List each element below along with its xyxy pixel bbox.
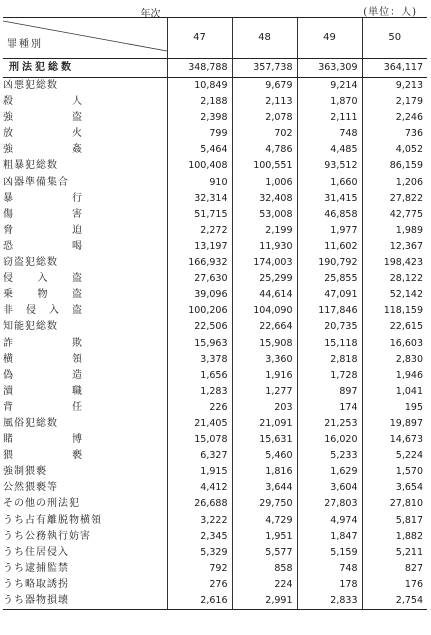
row-label-chars: 瀆 職 bbox=[3, 385, 83, 397]
value-cell: 4,786 bbox=[232, 142, 297, 158]
value-cell: 1,283 bbox=[167, 384, 232, 400]
unit-label: (単位：人) bbox=[363, 7, 417, 18]
value-cell: 21,091 bbox=[232, 416, 297, 432]
value-cell: 1,951 bbox=[232, 529, 297, 545]
table-row bbox=[3, 110, 427, 126]
value-cell: 5,577 bbox=[232, 545, 297, 561]
value-cell: 748 bbox=[297, 561, 362, 577]
value-cell: 702 bbox=[232, 126, 297, 142]
value-cell: 2,179 bbox=[362, 94, 427, 110]
row-label bbox=[3, 126, 167, 142]
table-row bbox=[3, 561, 427, 577]
value-cell: 3,604 bbox=[297, 480, 362, 496]
value-cell: 15,963 bbox=[167, 336, 232, 352]
value-cell: 9,214 bbox=[297, 78, 362, 95]
row-label: うち器物損壊 bbox=[3, 593, 167, 610]
value-cell: 799 bbox=[167, 126, 232, 142]
value-cell: 15,118 bbox=[297, 336, 362, 352]
value-cell: 2,272 bbox=[167, 223, 232, 239]
row-label-chars: 傷 害 bbox=[3, 208, 83, 220]
value-cell: 39,096 bbox=[167, 287, 232, 303]
year-header: 48 bbox=[232, 18, 297, 59]
row-label bbox=[3, 223, 167, 239]
value-cell: 22,506 bbox=[167, 319, 232, 335]
row-label: 凶器準備集合 bbox=[3, 176, 69, 188]
value-cell: 93,512 bbox=[297, 158, 362, 174]
row-label bbox=[3, 303, 167, 319]
table-row bbox=[3, 126, 427, 142]
value-cell: 52,142 bbox=[362, 287, 427, 303]
value-cell: 195 bbox=[362, 400, 427, 416]
value-cell: 2,833 bbox=[297, 593, 362, 610]
value-cell: 910 bbox=[167, 175, 232, 191]
table-row bbox=[3, 78, 427, 95]
value-cell: 1,570 bbox=[362, 464, 427, 480]
table-row bbox=[3, 496, 427, 512]
value-cell: 2,830 bbox=[362, 352, 427, 368]
value-cell: 27,803 bbox=[297, 496, 362, 512]
row-label-chars: 侵 入 盗 bbox=[3, 273, 83, 285]
value-cell: 363,309 bbox=[297, 59, 362, 78]
table-row bbox=[3, 529, 427, 545]
row-label-chars: 強 姦 bbox=[3, 144, 83, 156]
value-cell: 190,792 bbox=[297, 255, 362, 271]
value-cell: 42,775 bbox=[362, 207, 427, 223]
row-label bbox=[3, 336, 167, 352]
value-cell: 1,656 bbox=[167, 368, 232, 384]
row-label bbox=[3, 271, 167, 287]
value-cell: 226 bbox=[167, 400, 232, 416]
table-row bbox=[3, 448, 427, 464]
value-cell: 224 bbox=[232, 577, 297, 593]
value-cell: 27,822 bbox=[362, 191, 427, 207]
value-cell: 736 bbox=[362, 126, 427, 142]
value-cell: 1,977 bbox=[297, 223, 362, 239]
year-header: 49 bbox=[297, 18, 362, 59]
row-label-chars: 放 火 bbox=[3, 128, 83, 140]
value-cell: 1,660 bbox=[297, 175, 362, 191]
value-cell: 4,974 bbox=[297, 513, 362, 529]
value-cell: 1,006 bbox=[232, 175, 297, 191]
value-cell: 5,817 bbox=[362, 513, 427, 529]
row-label-chars: 脅 迫 bbox=[3, 224, 83, 236]
value-cell: 11,930 bbox=[232, 239, 297, 255]
row-label-chars: 詐 欺 bbox=[3, 337, 83, 349]
value-cell: 6,327 bbox=[167, 448, 232, 464]
table-row bbox=[3, 400, 427, 416]
table-row bbox=[3, 94, 427, 110]
value-cell: 28,122 bbox=[362, 271, 427, 287]
table-row bbox=[3, 577, 427, 593]
value-cell: 44,614 bbox=[232, 287, 297, 303]
value-cell: 2,398 bbox=[167, 110, 232, 126]
year-header: 50 bbox=[362, 18, 427, 59]
value-cell: 2,754 bbox=[362, 593, 427, 610]
value-cell: 897 bbox=[297, 384, 362, 400]
row-label-chars: 賭 博 bbox=[3, 434, 83, 446]
row-label-chars: 偽 造 bbox=[3, 369, 83, 381]
value-cell: 51,715 bbox=[167, 207, 232, 223]
value-cell: 27,630 bbox=[167, 271, 232, 287]
value-cell: 2,818 bbox=[297, 352, 362, 368]
value-cell: 2,078 bbox=[232, 110, 297, 126]
header-year-label: 年次 bbox=[140, 9, 161, 20]
value-cell: 4,052 bbox=[362, 142, 427, 158]
value-cell: 9,213 bbox=[362, 78, 427, 95]
row-label bbox=[3, 287, 167, 303]
row-label-chars: 恐 喝 bbox=[3, 240, 83, 252]
row-label bbox=[3, 384, 167, 400]
header-corner-cell bbox=[3, 9, 167, 59]
value-cell: 100,206 bbox=[167, 303, 232, 319]
value-cell: 104,090 bbox=[232, 303, 297, 319]
value-cell: 178 bbox=[297, 577, 362, 593]
table-row bbox=[3, 464, 427, 480]
row-label bbox=[3, 448, 167, 464]
value-cell: 21,253 bbox=[297, 416, 362, 432]
value-cell: 1,989 bbox=[362, 223, 427, 239]
value-cell: 16,020 bbox=[297, 432, 362, 448]
table-row bbox=[3, 303, 427, 319]
value-cell: 5,224 bbox=[362, 448, 427, 464]
value-cell: 198,423 bbox=[362, 255, 427, 271]
value-cell: 2,345 bbox=[167, 529, 232, 545]
value-cell: 4,412 bbox=[167, 480, 232, 496]
value-cell: 4,485 bbox=[297, 142, 362, 158]
value-cell: 22,615 bbox=[362, 319, 427, 335]
table-row bbox=[3, 545, 427, 561]
value-cell: 25,855 bbox=[297, 271, 362, 287]
value-cell: 1,847 bbox=[297, 529, 362, 545]
row-label: うち略取誘拐 bbox=[3, 578, 69, 590]
value-cell: 100,408 bbox=[167, 158, 232, 174]
value-cell: 1,206 bbox=[362, 175, 427, 191]
row-label: 刑法犯総数 bbox=[3, 59, 167, 78]
value-cell: 5,211 bbox=[362, 545, 427, 561]
row-label bbox=[3, 94, 167, 110]
row-label bbox=[3, 191, 167, 207]
value-cell: 3,378 bbox=[167, 352, 232, 368]
value-cell: 26,688 bbox=[167, 496, 232, 512]
value-cell: 1,629 bbox=[297, 464, 362, 480]
table-row bbox=[3, 432, 427, 448]
value-cell: 10,849 bbox=[167, 78, 232, 95]
value-cell: 1,870 bbox=[297, 94, 362, 110]
value-cell: 32,314 bbox=[167, 191, 232, 207]
value-cell: 1,728 bbox=[297, 368, 362, 384]
value-cell: 29,750 bbox=[232, 496, 297, 512]
value-cell: 2,246 bbox=[362, 110, 427, 126]
value-cell: 86,159 bbox=[362, 158, 427, 174]
value-cell: 176 bbox=[362, 577, 427, 593]
value-cell: 1,277 bbox=[232, 384, 297, 400]
table-row bbox=[3, 191, 427, 207]
table-row bbox=[3, 336, 427, 352]
value-cell: 2,188 bbox=[167, 94, 232, 110]
value-cell: 5,233 bbox=[297, 448, 362, 464]
table-row bbox=[3, 319, 427, 335]
row-label-chars: 猥 褻 bbox=[3, 450, 83, 462]
table-row bbox=[3, 255, 427, 271]
row-label: 公然猥褻等 bbox=[3, 482, 58, 494]
value-cell: 174,003 bbox=[232, 255, 297, 271]
row-label-chars: 乗 物 盗 bbox=[3, 289, 83, 301]
row-label: うち公務執行妨害 bbox=[3, 530, 91, 542]
row-label: 粗暴犯総数 bbox=[3, 160, 58, 172]
total-row bbox=[3, 59, 427, 78]
value-cell: 25,299 bbox=[232, 271, 297, 287]
table-row bbox=[3, 368, 427, 384]
value-cell: 166,932 bbox=[167, 255, 232, 271]
value-cell: 11,602 bbox=[297, 239, 362, 255]
value-cell: 4,729 bbox=[232, 513, 297, 529]
value-cell: 748 bbox=[297, 126, 362, 142]
table-row bbox=[3, 416, 427, 432]
value-cell: 2,991 bbox=[232, 593, 297, 610]
value-cell: 2,199 bbox=[232, 223, 297, 239]
row-label bbox=[3, 432, 167, 448]
row-label: 凶悪犯総数 bbox=[3, 80, 58, 91]
row-label bbox=[3, 368, 167, 384]
row-label-chars: 殺 人 bbox=[3, 96, 83, 108]
value-cell: 13,197 bbox=[167, 239, 232, 255]
value-cell: 348,788 bbox=[167, 59, 232, 78]
table-row bbox=[3, 480, 427, 496]
table-row bbox=[3, 384, 427, 400]
value-cell: 15,078 bbox=[167, 432, 232, 448]
value-cell: 5,159 bbox=[297, 545, 362, 561]
value-cell: 19,897 bbox=[362, 416, 427, 432]
table-row bbox=[3, 352, 427, 368]
row-label: うち逮捕監禁 bbox=[3, 562, 69, 574]
row-label bbox=[3, 142, 167, 158]
year-header: 47 bbox=[167, 18, 232, 59]
value-cell: 100,551 bbox=[232, 158, 297, 174]
row-label bbox=[3, 207, 167, 223]
value-cell: 2,111 bbox=[297, 110, 362, 126]
row-label bbox=[3, 400, 167, 416]
row-label: その他の刑法犯 bbox=[3, 498, 80, 510]
row-label-chars: 横 領 bbox=[3, 353, 83, 365]
value-cell: 1,946 bbox=[362, 368, 427, 384]
value-cell: 1,816 bbox=[232, 464, 297, 480]
value-cell: 792 bbox=[167, 561, 232, 577]
value-cell: 118,159 bbox=[362, 303, 427, 319]
value-cell: 5,464 bbox=[167, 142, 232, 158]
row-label: 強制猥褻 bbox=[3, 466, 47, 478]
value-cell: 5,329 bbox=[167, 545, 232, 561]
value-cell: 1,916 bbox=[232, 368, 297, 384]
header-row bbox=[3, 18, 427, 59]
row-label-chars: 強 盗 bbox=[3, 112, 83, 124]
value-cell: 357,738 bbox=[232, 59, 297, 78]
value-cell: 1,915 bbox=[167, 464, 232, 480]
table-row bbox=[3, 593, 427, 610]
value-cell: 12,367 bbox=[362, 239, 427, 255]
row-label: うち占有離脱物横領 bbox=[3, 514, 102, 526]
value-cell: 16,603 bbox=[362, 336, 427, 352]
value-cell: 2,616 bbox=[167, 593, 232, 610]
value-cell: 5,460 bbox=[232, 448, 297, 464]
row-label bbox=[3, 110, 167, 126]
table-row bbox=[3, 175, 427, 191]
value-cell: 22,664 bbox=[232, 319, 297, 335]
value-cell: 827 bbox=[362, 561, 427, 577]
value-cell: 31,415 bbox=[297, 191, 362, 207]
value-cell: 3,360 bbox=[232, 352, 297, 368]
row-label-chars: 非 侵 入 盗 bbox=[3, 305, 83, 317]
value-cell: 14,673 bbox=[362, 432, 427, 448]
value-cell: 20,735 bbox=[297, 319, 362, 335]
row-label bbox=[3, 352, 167, 368]
row-label bbox=[3, 239, 167, 255]
value-cell: 276 bbox=[167, 577, 232, 593]
value-cell: 32,408 bbox=[232, 191, 297, 207]
value-cell: 21,405 bbox=[167, 416, 232, 432]
table-row bbox=[3, 223, 427, 239]
table-row bbox=[3, 271, 427, 287]
value-cell: 858 bbox=[232, 561, 297, 577]
header-category-label: 罪種別 bbox=[7, 39, 43, 50]
row-label: 風俗犯総数 bbox=[3, 417, 58, 429]
row-label: うち住居侵入 bbox=[3, 546, 69, 558]
table-row bbox=[3, 142, 427, 158]
value-cell: 203 bbox=[232, 400, 297, 416]
value-cell: 3,654 bbox=[362, 480, 427, 496]
value-cell: 117,846 bbox=[297, 303, 362, 319]
value-cell: 15,631 bbox=[232, 432, 297, 448]
value-cell: 1,041 bbox=[362, 384, 427, 400]
row-label-chars: 暴 行 bbox=[3, 192, 83, 204]
value-cell: 364,117 bbox=[362, 59, 427, 78]
table-row bbox=[3, 239, 427, 255]
table-row bbox=[3, 207, 427, 223]
table-body bbox=[3, 59, 427, 610]
value-cell: 3,222 bbox=[167, 513, 232, 529]
table-row bbox=[3, 287, 427, 303]
value-cell: 27,810 bbox=[362, 496, 427, 512]
value-cell: 15,908 bbox=[232, 336, 297, 352]
value-cell: 46,858 bbox=[297, 207, 362, 223]
value-cell: 2,113 bbox=[232, 94, 297, 110]
value-cell: 47,091 bbox=[297, 287, 362, 303]
row-label: 知能犯総数 bbox=[3, 321, 58, 333]
table-row bbox=[3, 513, 427, 529]
value-cell: 174 bbox=[297, 400, 362, 416]
table-row bbox=[3, 158, 427, 174]
row-label-chars: 背 任 bbox=[3, 401, 83, 413]
value-cell: 9,679 bbox=[232, 78, 297, 95]
row-label: 窃盗犯総数 bbox=[3, 257, 58, 269]
value-cell: 53,008 bbox=[232, 207, 297, 223]
value-cell: 1,882 bbox=[362, 529, 427, 545]
value-cell: 3,644 bbox=[232, 480, 297, 496]
